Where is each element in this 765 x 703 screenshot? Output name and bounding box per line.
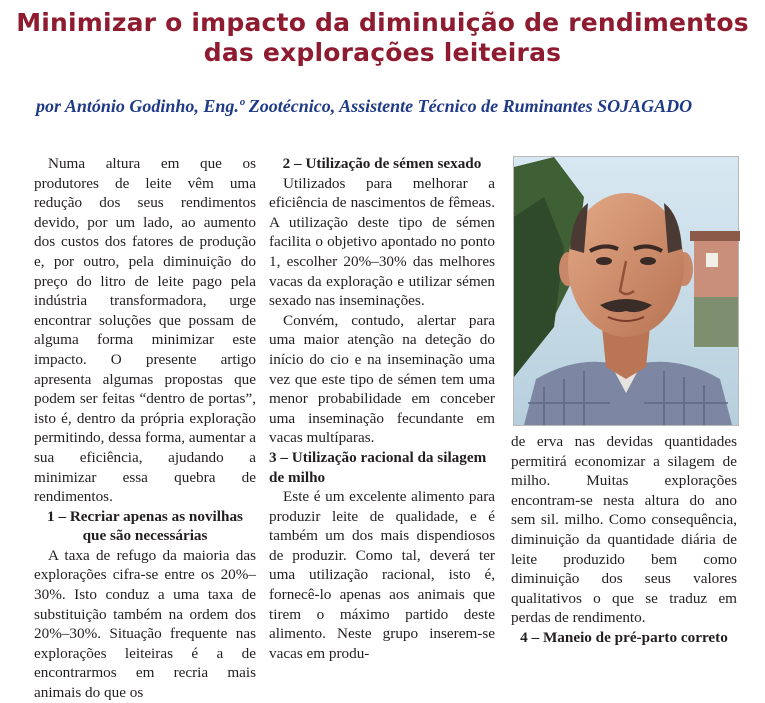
section-heading-3: 3 – Utilização racional da silagem de milho [269,448,487,486]
text-column-2 [269,154,495,663]
section-heading-4: 4 – Maneio de pré-parto correto [520,628,728,646]
title-line-2: das explorações leiteiras [203,38,562,67]
section-1-paragraph: A taxa de refugo da maioria das explorações cifra-se entre os 20%–30%. Isto conduz a uma taxa de substituição também na ordem dos 20%–30%. Situação frequente nas explorações leiteiras é a de encontrarmos em recria mais animais do que os [34,546,256,702]
section-heading-1: 1 – Recriar apenas as novilhas que são necessárias [47,507,243,545]
text-column-3 [511,432,737,648]
article-title [0,8,765,68]
intro-paragraph: Numa altura em que os produtores de leite vêm uma redução dos seus rendimentos devido, por um lado, ao aumento dos custos dos fatores de produção e, por outro, pela diminuição do preço do litro de leite pago pela indústria transformadora, urge encontrar soluções que possam de alguma forma minimizar este impacto. O presente artigo apresenta algumas propostas que podem ser feitas “dentro de portas”, isto é, dentro da própria exploração permitindo, dessa forma, aumentar a sua eficiência, ajudando a minimizar essa quebra de rendimentos. [34,155,256,506]
author-portrait-photo [513,156,739,426]
section-heading-2: 2 – Utilização de sémen sexado [282,155,482,172]
section-3-paragraph: Este é um excelente alimento para produzir leite de qualidade, e é também um dos mais dispendiosos de produzir. Como tal, deverá ter uma utilização racional, isto é, fornecê-lo apenas aos animais que tirem o máximo partido deste alimento. Neste grupo inserem-se vacas em produ- [269,488,495,662]
section-2-paragraph-2: Convém, contudo, alertar para uma maior atenção na deteção do início do cio e na inseminação uma vez que este tipo de sémen tem uma menor probabilidade em conceber uma inseminação fecundante em vacas multíparas. [269,311,495,447]
article-byline: por António Godinho, Eng.º Zootécnico, Assistente Técnico de Ruminantes SOJAGADO [36,96,693,116]
title-line-1: Minimizar o impacto da diminuição de rendimentos [16,8,749,37]
section-3-continuation: de erva nas devidas quantidades permitirá economizar a silagem de milho. Muitas explorações encontram-se nesta altura do ano sem sil. milho. Como consequência, diminuição da quantidade diária de leite produzido bem como diminuição dos seus valores qualitativos o que se traduz em perdas de rendimento. [511,433,737,627]
section-2-paragraph-1: Utilizados para melhorar a eficiência de nascimentos de fêmeas. A utilização deste tipo de sémen facilita o objetivo apontado no ponto 1, escolher 20%–30% das melhores vacas da exploração e utilizar sémen sexado nas inseminações. [269,174,495,310]
text-column-1 [34,154,256,703]
portrait-illustration [514,157,738,425]
